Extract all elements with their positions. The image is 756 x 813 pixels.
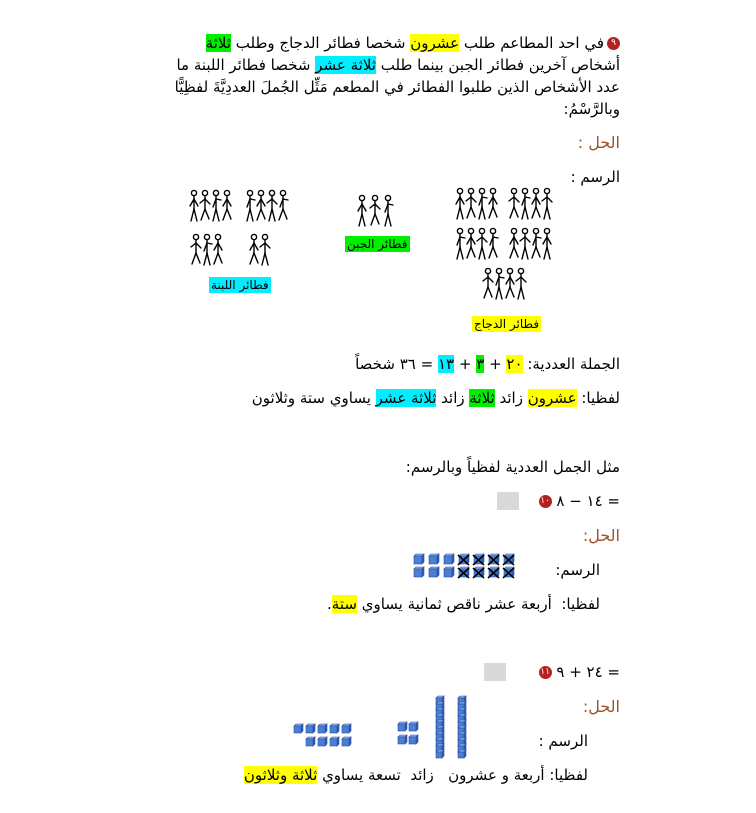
q11-verbal: لفظيا: أربعة و عشرون زائد تسعة يساوي ثلاثة وثلاثون [243, 766, 588, 784]
crossed-cube [503, 567, 514, 578]
person-figure [543, 228, 551, 259]
person-figure [522, 188, 530, 219]
q11-base-ten-drawing [290, 694, 476, 760]
cube [458, 750, 466, 758]
q10-cubes-drawing [412, 552, 522, 580]
cube [306, 724, 315, 733]
q9-number-badge: ٩ [607, 37, 620, 50]
cube [318, 737, 327, 746]
q9-line3: عدد الأشخاص الذين طلبوا الفطائر في المطعم مَثِّل الجُملَ العددِيَّةَ لفظِيًّا [174, 78, 620, 96]
cube [444, 567, 454, 577]
q10-verbal: لفظيا: أربعة عشر ناقص ثمانية يساوي ستة. [327, 595, 600, 613]
person-figure [520, 228, 530, 259]
q11-drawing-label: الرسم : [538, 732, 588, 750]
person-figure [479, 188, 487, 219]
crossed-cube [488, 554, 499, 565]
chicken-people-group [452, 186, 564, 306]
person-figure [532, 188, 540, 218]
cube [398, 735, 407, 744]
person-figure [509, 188, 519, 218]
q9-solution-label: الحل : [577, 133, 620, 152]
cube [342, 724, 351, 733]
cube [436, 750, 444, 758]
q9-line1: ٩في احد المطاعم طلب عشرون شخصا فطائر الدجاج وطلب ثلاثة [140, 32, 620, 54]
cube [306, 737, 315, 746]
person-figure [260, 234, 270, 265]
person-figure [466, 188, 476, 218]
person-figure [191, 234, 201, 264]
q9-paragraph [140, 32, 620, 120]
person-figure [510, 228, 518, 258]
crossed-cube [488, 567, 499, 578]
labneh-people-group [186, 188, 298, 270]
q11-number-badge: ١١ [540, 667, 550, 677]
q10-number-badge: ١٠ [540, 496, 550, 506]
person-figure [267, 190, 277, 221]
person-figure [532, 228, 541, 258]
person-figure [213, 190, 221, 221]
person-figure [214, 234, 222, 264]
cheese-people-group [350, 193, 406, 231]
person-figure [204, 234, 212, 265]
q10-solution-label: الحل: [582, 526, 620, 545]
labneh-label: فطائر اللبنة [211, 278, 269, 292]
person-figure [250, 234, 258, 264]
crossed-cube [473, 554, 484, 565]
person-figure [385, 195, 393, 226]
chicken-label: فطائر الدجاج [474, 317, 540, 331]
person-figure [506, 268, 514, 298]
crossed-cube [473, 567, 484, 578]
person-figure [483, 268, 493, 298]
q9-verbal: لفظيا: عشرون زائد ثلاثة زائد ثلاثة عشر يساوي ستة وثلاثون [251, 389, 620, 407]
person-figure [477, 228, 487, 259]
q10-drawing-label: الرسم: [555, 561, 600, 579]
cube [330, 724, 339, 733]
person-figure [358, 195, 366, 226]
crossed-cube [458, 554, 469, 565]
person-figure [457, 228, 465, 259]
person-figure [247, 190, 255, 221]
person-figure [489, 228, 498, 258]
cube [330, 737, 339, 746]
person-figure [516, 268, 526, 299]
cube [429, 567, 439, 577]
cube [318, 724, 327, 733]
instruction-text: مثل الجمل العددية لفظياً وبالرسم: [405, 458, 620, 476]
q10-equation: ١٠ ١٤ − ٨ = [540, 492, 620, 510]
person-figure [370, 195, 380, 225]
person-figure [496, 268, 504, 299]
q9-equation: الجملة العددية: ٢٠ + ٣ + ١٣ = ٣٦ شخصاً [355, 355, 620, 373]
q11-solution-label: الحل: [582, 697, 620, 716]
person-figure [223, 190, 231, 220]
person-figure [467, 228, 475, 258]
cube [429, 554, 439, 564]
q9-line4: وبالرَّسْمُ: [563, 100, 620, 118]
person-figure [456, 188, 464, 219]
person-figure [489, 188, 497, 218]
person-figure [279, 190, 288, 220]
q11-answer-box[interactable] [484, 663, 506, 681]
person-figure [257, 190, 265, 220]
cube [398, 722, 407, 731]
crossed-cube [458, 567, 469, 578]
cube [444, 554, 454, 564]
cube [414, 554, 424, 564]
person-figure [190, 190, 198, 221]
cube [409, 735, 418, 744]
crossed-cube [503, 554, 514, 565]
cube [294, 724, 303, 733]
q9-drawing-label: الرسم : [570, 168, 620, 186]
cube [414, 567, 424, 577]
q10-answer-box[interactable] [497, 492, 519, 510]
q9-line2: أشخاص آخرين فطائر الجبن بينما طلب ثلاثة عشر شخصا فطائر اللبنة ما [176, 56, 620, 74]
cube [342, 737, 351, 746]
q11-equation: ١١ ٢٤ + ٩ = [540, 663, 620, 681]
person-figure [542, 188, 552, 219]
cube [409, 722, 418, 731]
person-figure [200, 190, 210, 220]
cheese-label: فطائر الجبن [347, 237, 408, 251]
